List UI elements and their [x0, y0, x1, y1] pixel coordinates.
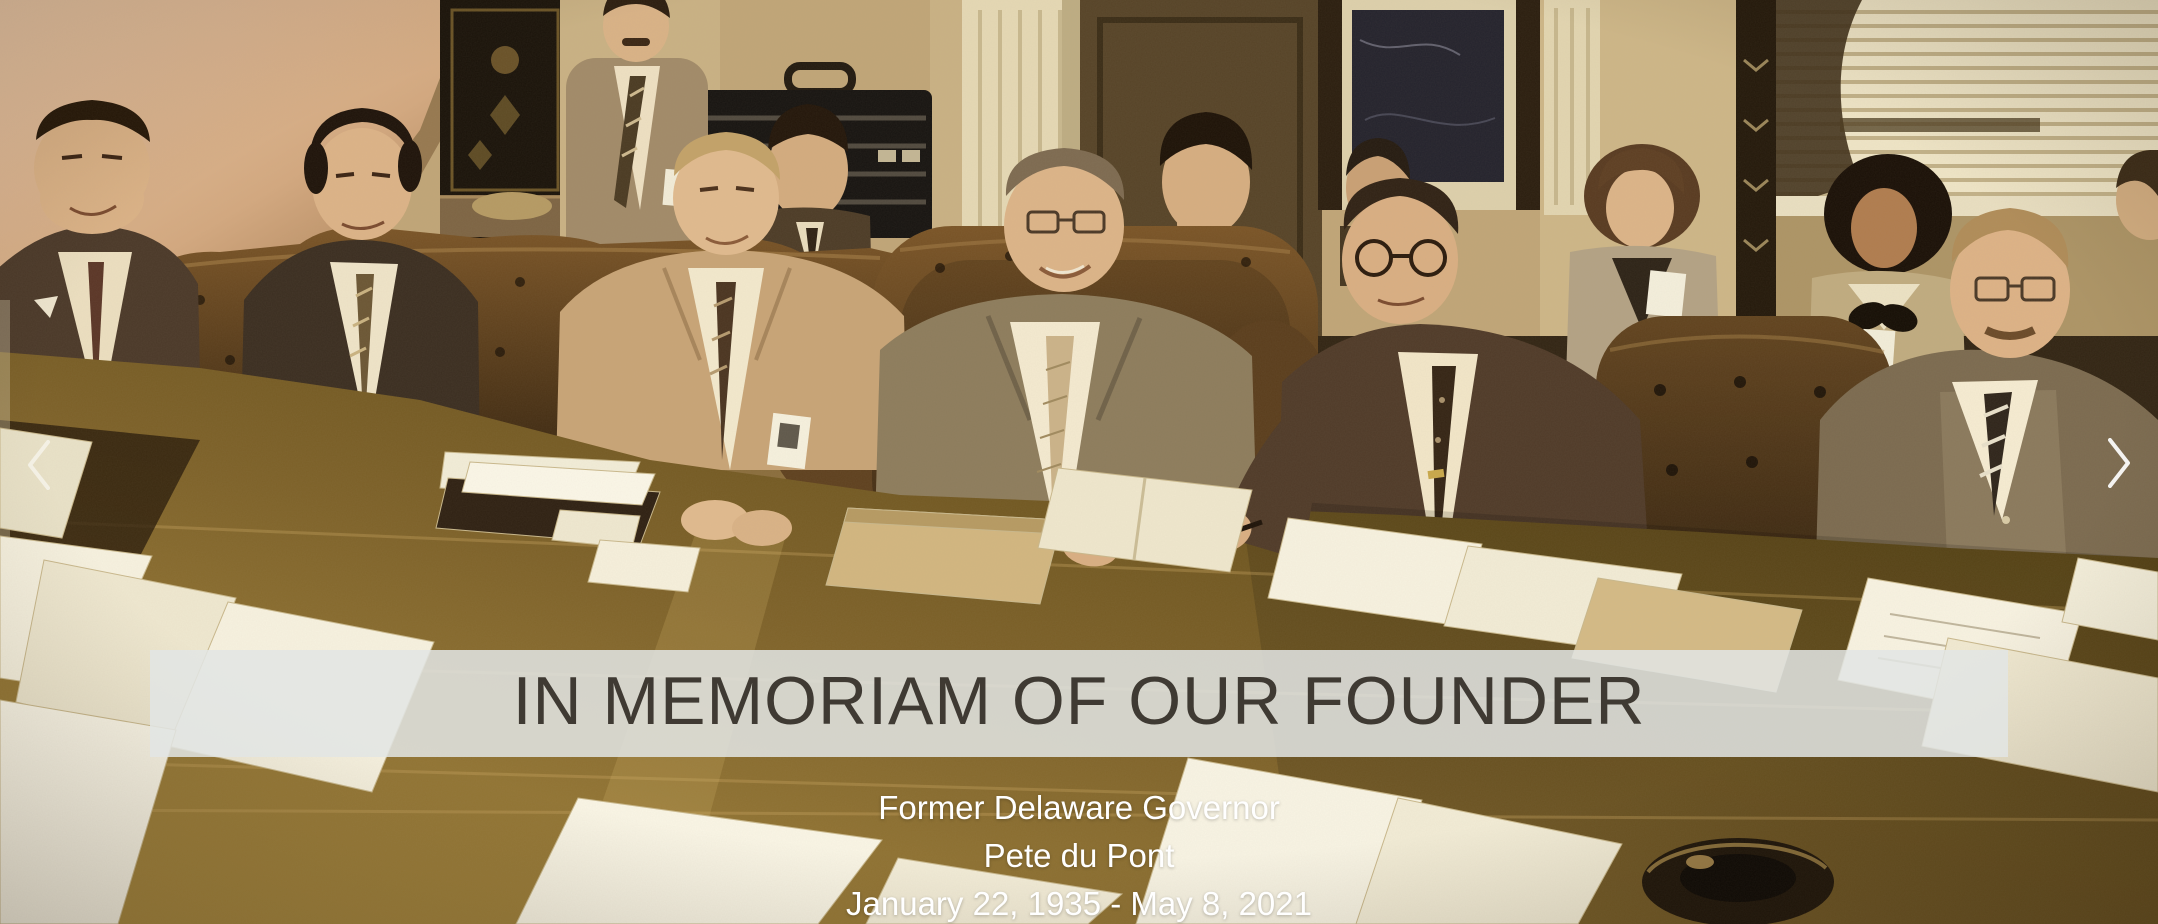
chevron-right-icon	[2106, 436, 2134, 490]
page-title: IN MEMORIAM OF OUR FOUNDER	[512, 662, 1646, 739]
subtitle-line-2: Pete du Pont	[983, 837, 1175, 874]
memorial-subtitle	[0, 784, 2158, 924]
subtitle-line-3: January 22, 1935 - May 8, 2021	[846, 885, 1312, 922]
chevron-left-icon	[24, 438, 52, 492]
carousel-prev-button[interactable]	[18, 436, 58, 494]
subtitle-line-1: Former Delaware Governor	[878, 789, 1280, 826]
title-band	[150, 650, 2008, 757]
carousel-next-button[interactable]	[2100, 434, 2140, 492]
